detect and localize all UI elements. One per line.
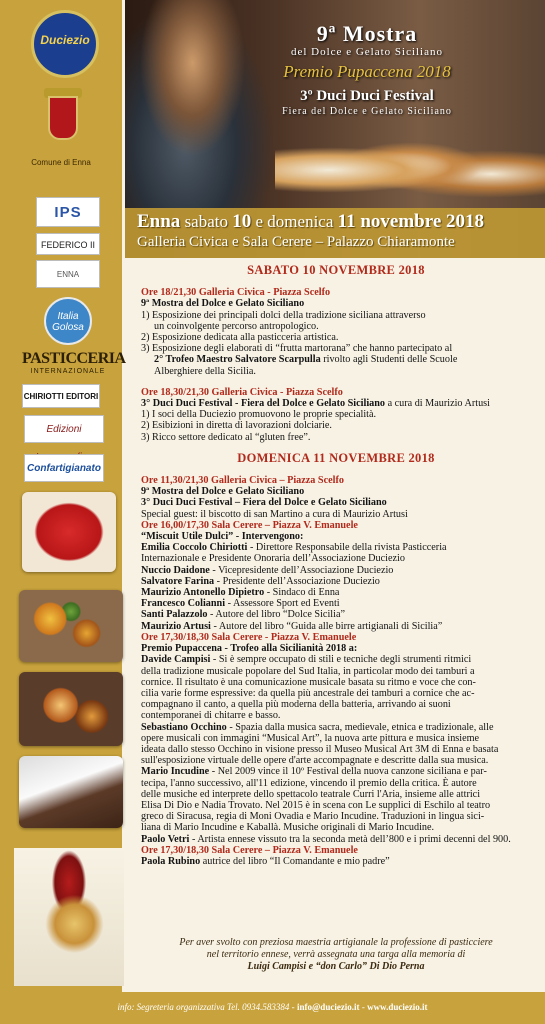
time-slot: Ore 11,30/21,30 Galleria Civica – Piazza Scelfo	[141, 475, 344, 487]
speaker-role: - Autore del libro “Dolce Sicilia”	[207, 609, 345, 621]
logo-text: Duciezio	[40, 33, 90, 47]
speaker-role: - Autore del libro “Guida alle birre artigianali di Sicilia”	[210, 620, 443, 632]
footer-contact	[0, 1002, 545, 1012]
sponsor-lussografica: Edizioni	[24, 415, 104, 443]
list-item: 3) Ricco settore dedicato al “gluten free”.	[141, 431, 311, 443]
list-item-cont: un coinvolgente percorso antropologico.	[154, 320, 319, 332]
bio-text: - Nel 2009 vince il 10º Festival della nuova canzone siciliana e par-	[209, 766, 487, 778]
martorana-fruit-image	[19, 590, 123, 662]
sponsor-italia-golosa: Italia Golosa	[44, 297, 92, 345]
text: rivolto agli Studenti delle Scuole	[320, 354, 458, 366]
date-text: sabato	[180, 212, 233, 231]
block-title: “Miscuit Utile Dulci” - Intervengono:	[141, 531, 304, 543]
comune-label: Comune di Enna	[31, 158, 91, 167]
bio-line: ideata dallo stesso Occhino in visione presso il Museo Musical Art 3M di Enna e basata	[141, 743, 499, 755]
internazionale-label: INTERNAZIONALE	[30, 368, 106, 375]
bio-line: Elisa Di Dio e Nadia Trovato. Nel 2015 è in scena con Le supplici di Eschilo al teatro	[141, 799, 491, 811]
speaker-line	[141, 576, 531, 587]
cornucopia-image	[14, 848, 124, 986]
honoree-name: Davide Campisi	[141, 654, 211, 666]
city-label: Enna	[137, 211, 181, 232]
bio-line: cilia varie forme espressive: da quella più ancestrale dei tamburi a cornice che ac-	[141, 687, 475, 699]
list-item: 3) Esposizione degli elaborati di “frutta martorana” che hanno partecipato al	[141, 343, 453, 355]
time-slot: Ore 18,30/21,30 Galleria Civica - Piazza Scelfo	[141, 386, 343, 398]
time-slot: Ore 17,30/18,30 Sala Cerere – Piazza V. Emanuele	[141, 844, 358, 856]
block-title	[141, 398, 531, 409]
sponsor-sidebar	[0, 0, 126, 992]
list-item: 1) I soci della Duciezio promuovono le proprie specialità.	[141, 409, 377, 421]
premio-title: Premio Pupaccena 2018	[283, 62, 451, 81]
speaker-role: - Sindaco di Enna	[264, 587, 340, 599]
honoree-name: Mario Incudine	[141, 766, 210, 778]
trophy-name: 2° Trofeo Maestro Salvatore Scarpulla	[154, 354, 321, 366]
footer-email-link[interactable]: info@duciezio.it	[296, 1002, 360, 1012]
bio-line: compagnano il canto, a quella più moderna della batteria, arrivando ai suoni	[141, 699, 451, 711]
bio-line	[141, 722, 531, 733]
bio-text: - Si è sempre occupato di stili e tecniche degli strumenti ritmici	[210, 654, 472, 666]
sweets-tray-image	[19, 756, 123, 828]
sponsor-chiriotti: CHIRIOTTI EDITORI	[22, 384, 100, 408]
book-text: autrice del libro “Il Comandante e mio padre”	[200, 855, 390, 867]
sponsor-enna: ENNA	[36, 260, 100, 288]
block-line: 3° Duci Duci Festival – Fiera del Dolce e Gelato Siciliano	[141, 497, 387, 509]
list-item: 1) Esposizione dei principali dolci della tradizione siciliana attraverso	[141, 309, 426, 321]
bio-text: - Spazia dalla musica sacra, medievale, etnica e tradizionale, alle	[226, 721, 494, 733]
speaker-name: Salvatore Farina	[141, 575, 215, 587]
date-day1: 10	[232, 211, 252, 232]
pasticceria-label: PASTICCERIA	[22, 350, 126, 367]
date-text: e domenica	[251, 212, 338, 231]
speaker-role: Internazionale e Presidente Onoraria dell’Associazione Duciezio	[141, 553, 405, 565]
speaker-name: Maurizio Artusi	[141, 620, 211, 632]
list-item: 2) Esibizioni in diretta di lavorazioni dolciarie.	[141, 420, 332, 432]
speaker-line	[141, 598, 531, 609]
event-subtitle: del Dolce e Gelato Siciliano	[290, 46, 443, 58]
speaker-role: - Assessore Sport ed Eventi	[225, 598, 340, 610]
speaker-line	[141, 587, 531, 598]
sponsor-confartigianato: Confartigianato	[24, 454, 104, 482]
speaker-name: Emilia Coccolo Chiriotti	[141, 542, 248, 554]
day-heading-saturday: SABATO 10 NOVEMBRE 2018	[247, 263, 425, 277]
pastries-image	[19, 672, 123, 746]
time-slot: Ore 18/21,30 Galleria Civica - Piazza Scelfo	[141, 287, 331, 299]
bio-line: sull'esposizione virtuale delle opere d'arte accompagnate e descritte dalla sua musica.	[141, 755, 489, 767]
bio-line: greco di Siracusa, regia di Moni Ovadia e Mario Incudine. Traduzioni in lingua sici-	[141, 811, 485, 823]
speaker-line	[141, 621, 531, 632]
bio-line	[141, 834, 531, 845]
dedication-names: Luigi Campisi e “don Carlo” Di Dio Perna	[247, 961, 425, 972]
event-title: 9ª Mostra	[316, 21, 418, 46]
sunday-block-1	[141, 475, 531, 520]
event-dates	[137, 212, 537, 232]
footer-site-link[interactable]: www.duciezio.it	[367, 1002, 428, 1012]
sunday-block-4	[141, 845, 531, 867]
footer-info: info: Segreteria organizzativa Tel. 0934.583384 -	[117, 1002, 297, 1012]
date-day2: 11 novembre 2018	[337, 211, 485, 232]
festival-name: 3° Duci Duci Festival - Fiera del Dolce e Gelato Siciliano	[141, 398, 386, 410]
list-item-cont	[141, 354, 531, 365]
sunday-block-2	[141, 520, 531, 632]
author-name: Paola Rubino	[141, 855, 201, 867]
bio-line: opere musicali con immagini “Musical Art”, la nuova arte pittura e musica insieme	[141, 732, 480, 744]
bio-line: delle musiche ed interprete dello spettacolo teatrale Curri l'Aria, insieme alle attrici	[141, 788, 481, 800]
sponsor-ips: IPS	[36, 197, 100, 227]
fiera-title: Fiera del Dolce e Gelato Siciliano	[282, 106, 452, 117]
bio-line	[141, 654, 531, 665]
bio-text: - Artista ennese vissuto tra la seconda metà dell’800 e i primi decenni del 900.	[189, 833, 511, 845]
bio-line: cornice. Il risultato è una comunicazione musicale basata su ritmo e voce che con-	[141, 676, 476, 688]
sunday-block-3	[141, 632, 531, 845]
block-title: 9ª Mostra del Dolce e Gelato Siciliano	[141, 298, 305, 310]
list-item-cont: Alberghiere della Sicilia.	[154, 365, 256, 377]
duciezio-logo	[31, 10, 99, 78]
programme	[141, 262, 531, 867]
time-slot: Ore 17,30/18,30 Sala Cerere - Piazza V. Emanuele	[141, 631, 357, 643]
festival-title: 3º Duci Duci Festival	[300, 88, 434, 104]
block-line: 9ª Mostra del Dolce e Gelato Siciliano	[141, 486, 305, 498]
time-slot: Ore 16,00/17,30 Sala Cerere – Piazza V. Emanuele	[141, 519, 358, 531]
speaker-line	[141, 542, 531, 553]
speaker-role: - Vicepresidente dell’Associazione Duciezio	[209, 564, 394, 576]
honoree-name: Paolo Vetri	[141, 833, 190, 845]
dedication-line: Per aver svolto con preziosa maestria artigianale la professione di pasticciere	[179, 937, 493, 948]
speaker-role: - Direttore Responsabile della rivista Pasticceria	[247, 542, 447, 554]
block-title: Premio Pupaccena - Trofeo alla Sicilianità 2018 a:	[141, 643, 358, 655]
speaker-name: Nuccio Daidone	[141, 564, 210, 576]
honoree-name: Sebastiano Occhino	[141, 721, 227, 733]
dedication-line: nel territorio ennese, verrà assegnata una targa alla memoria di	[206, 949, 466, 960]
speaker-line	[141, 565, 531, 576]
block-line: Special guest: il biscotto di san Martino a cura di Maurizio Artusi	[141, 508, 408, 520]
speaker-name: Santi Palazzolo	[141, 609, 208, 621]
sponsor-federico: FEDERICO II	[36, 233, 100, 255]
event-venue: Galleria Civica e Sala Cerere – Palazzo Chiaramonte	[137, 234, 455, 250]
cannoli-image	[275, 130, 545, 210]
bio-line	[141, 766, 531, 777]
bio-line: liana di Mario Incudine e Kaballà. Musiche originali di Mario Incudine.	[141, 822, 435, 834]
speaker-name: Francesco Colianni	[141, 598, 226, 610]
day-heading-sunday: DOMENICA 11 NOVEMBRE 2018	[237, 450, 435, 465]
list-item: 2) Esposizione dedicata alla pasticceria artistica.	[141, 332, 339, 344]
speaker-name: Maurizio Antonello Dipietro	[141, 587, 265, 599]
bio-line: contemporanei di chitarre e basso.	[141, 710, 281, 722]
footer-sep: -	[359, 1002, 368, 1012]
speaker-line	[141, 609, 531, 620]
cassata-image	[22, 492, 116, 572]
speaker-role: - Presidente dell’Associazione Duciezio	[214, 575, 380, 587]
saturday-block-1	[141, 287, 531, 377]
dedication	[141, 937, 531, 973]
speaker-line	[141, 553, 531, 564]
book-line	[141, 856, 531, 867]
comune-crest-icon	[48, 96, 78, 140]
saturday-block-2	[141, 387, 531, 443]
bio-line: della tradizione musicale popolare del Sud Italia, in particolar modo dei tamburi a	[141, 665, 475, 677]
header-banner	[125, 0, 545, 258]
text: a cura di Maurizio Artusi	[385, 398, 490, 410]
sponsor-pasticceria	[22, 350, 126, 376]
footer-bar	[0, 992, 545, 1024]
bio-line: tecipa, l'anno successivo, all'11 edizione, vincendo il premio della critica. È autore	[141, 777, 477, 789]
